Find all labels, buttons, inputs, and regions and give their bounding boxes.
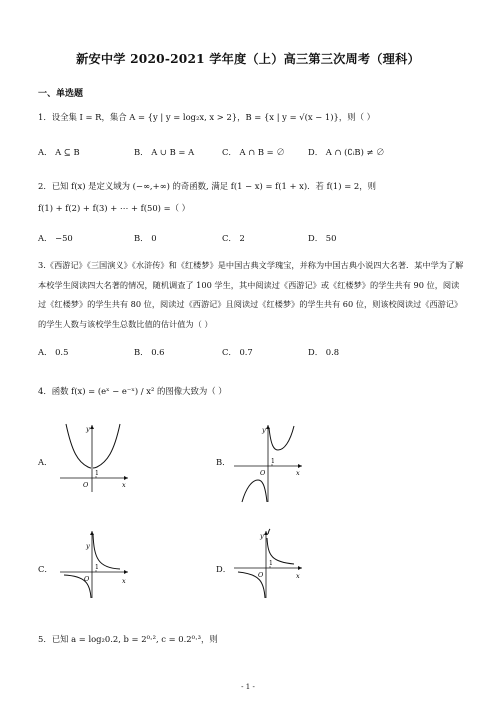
question-4-option-c-label: C． — [38, 564, 53, 574]
graph-a-tick: 1 — [95, 470, 99, 477]
question-2-line-2: f(1) + f(2) + f(3) + ⋯ + f(50) =（ ） — [38, 203, 191, 213]
question-5-stem: 5．已知 a = log₂0.2, b = 2⁰·², c = 0.2⁰·³，则 — [38, 634, 218, 644]
graph-c-x-label: x — [122, 577, 126, 585]
graph-a-y-label: y — [86, 425, 90, 433]
question-1-option-b: B． A ∪ B = A — [134, 147, 195, 157]
question-3-option-a: A． 0.5 — [38, 347, 69, 357]
question-2-option-c: C． 2 — [222, 233, 245, 243]
question-3-text: 3.《西游记》《三国演义》《水浒传》和《红楼梦》是中国古典文学瑰宝，并称为中国古典小说四大名著．某中学为了解本校学生阅读四大名著的情况，随机调查了 100 学生，其中阅读过《西游记》或《红楼梦》的学生共有 90 位，阅读过《红楼梦》的学生共有 80 位，阅读过《西游记》且阅读过《红楼梦》的学生共有 60 位，则该校阅读过《西游记》的学生人数与该校学生总数比值的估计值为（ ） — [38, 260, 464, 329]
section-heading: 一、单选题 — [38, 89, 84, 99]
question-3-option-c: C． 0.7 — [222, 347, 253, 357]
question-4-stem: 4．函数 f(x) = (eˣ − e⁻ˣ) / x² 的图像大致为（ ） — [38, 386, 227, 396]
graph-d-tick: 1 — [269, 560, 273, 567]
page-number: - 1 - — [241, 683, 255, 691]
graph-b-y-label: y — [262, 426, 266, 434]
graph-d-y-label: y — [260, 532, 264, 540]
graph-c-tick: 1 — [95, 564, 99, 571]
graph-a-x-label: x — [122, 481, 126, 489]
question-2-option-b: B． 0 — [134, 233, 157, 243]
graph-a-origin: O — [83, 481, 89, 489]
question-3-option-d: D． 0.8 — [308, 347, 340, 357]
question-1-option-c: C． A ∩ B = ∅ — [222, 147, 285, 157]
graph-b-tick: 1 — [271, 458, 275, 465]
question-2-option-a: A． −50 — [38, 233, 73, 243]
question-1-option-d: D． A ∩ (∁ᵢB) ≠ ∅ — [308, 147, 385, 157]
graph-b-x-label: x — [296, 469, 300, 477]
question-2-option-d: D． 50 — [308, 233, 337, 243]
question-2-line-1: 2．已知 f(x) 是定义域为 (−∞,+∞) 的奇函数, 满足 f(1 − x) = f(1 + x)．若 f(1) = 2，则 — [38, 181, 376, 191]
graph-d-origin: O — [258, 571, 264, 579]
question-1-option-a: A． A ⊆ B — [38, 147, 80, 157]
page-title: 新安中学 2020-2021 学年度（上）高三第三次周考（理科） — [76, 52, 420, 66]
graph-c-origin: O — [84, 575, 90, 583]
question-4-option-a-label: A． — [38, 457, 53, 467]
question-1-stem: 1．设全集 I = R，集合 A = {y | y = log₂x, x > 2}，B = {x | y = √(x − 1)}，则（ ） — [38, 112, 376, 122]
graph-option-d — [232, 528, 304, 600]
graph-c-y-label: y — [86, 542, 90, 550]
question-4-option-d-label: D． — [216, 564, 232, 574]
question-4-option-b-label: B． — [216, 457, 231, 467]
graph-b-origin: O — [260, 469, 266, 477]
graph-option-b — [232, 422, 304, 504]
graph-option-a — [58, 422, 130, 494]
graph-d-x-label: x — [296, 572, 300, 580]
graph-option-c — [58, 528, 130, 600]
question-3-option-b: B． 0.6 — [134, 347, 165, 357]
